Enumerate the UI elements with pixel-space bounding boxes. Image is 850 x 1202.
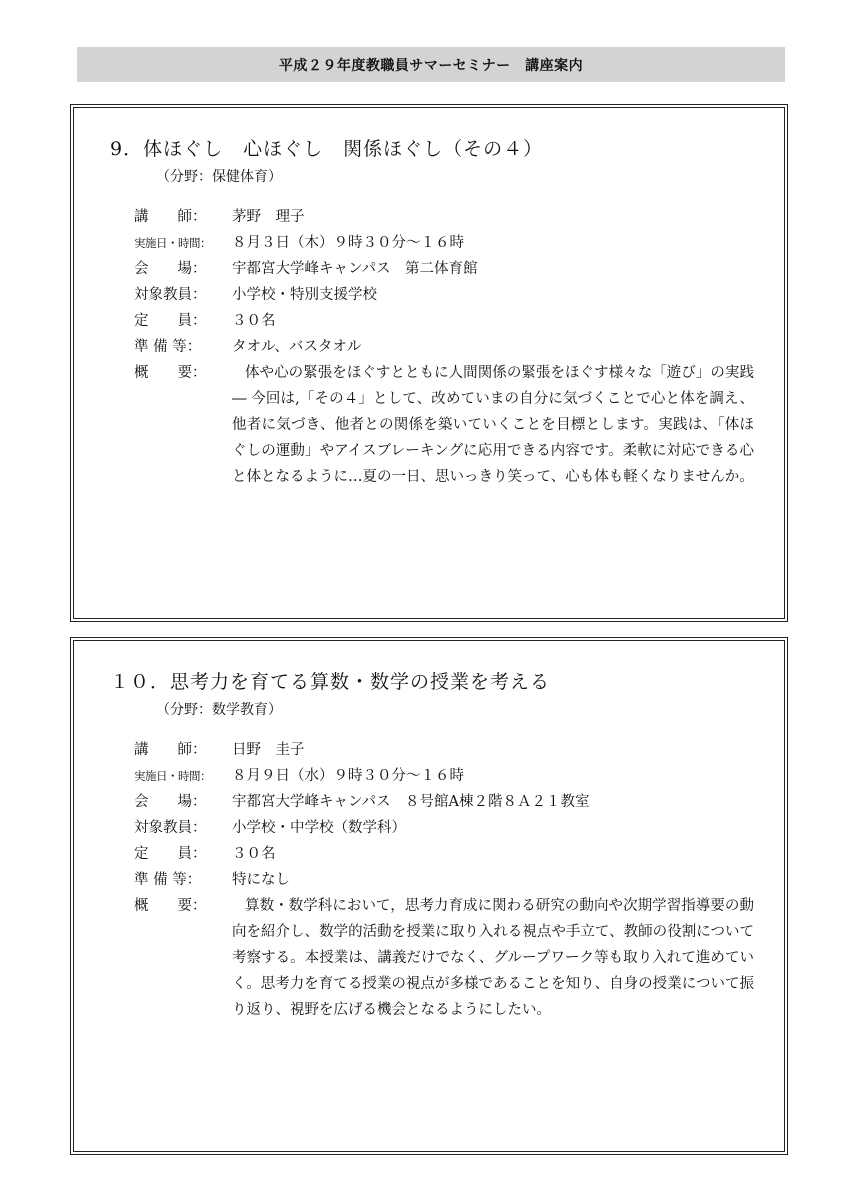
summary-row [134, 893, 754, 1023]
target-label: 対象教員： [134, 820, 207, 836]
capacity-row [134, 841, 754, 867]
course-title: １０．思考力を育てる算数・数学の授業を考える [110, 671, 551, 693]
datetime-value: ８月９日（水）９時３０分～１６時 [232, 768, 464, 784]
instructor-row [134, 737, 754, 763]
target-row [134, 815, 754, 841]
target-value: 小学校・中学校（数学科） [232, 820, 406, 836]
instructor-value: 茅野 理子 [232, 209, 305, 225]
venue-value: 宇都宮大学峰キャンパス 第二体育館 [232, 261, 478, 277]
page-header-bar [77, 47, 785, 82]
target-row [134, 282, 754, 308]
datetime-row [134, 230, 754, 256]
capacity-label: 定 員： [134, 313, 207, 329]
items-row [134, 334, 754, 360]
page-title: 平成２９年度教職員サマーセミナー 講座案内 [278, 57, 584, 74]
summary-text: 算数・数学科において，思考力育成に関わる研究の動向や次期学習指導要の動向を紹介し、数学的活動を授業に取り入れる視点や手立て、教師の役割について考察する。本授業は、講義だけでなく、グループワーク等も取り入れて進めていく。思考力を育てる授業の視点が多様であることを知り、自身の授業について振り返り、視野を広げる機会となるようにしたい。 [232, 898, 754, 1018]
instructor-label: 講 師： [134, 742, 207, 758]
summary-label: 概 要： [134, 898, 207, 914]
items-label: 準 備 等： [134, 339, 202, 355]
summary-text: 体や心の緊張をほぐすとともに人間関係の緊張をほぐす様々な「遊び」の実践 ― 今回は,「その４」として、改めていまの自分に気づくことで心と体を調え、他者に気づき、他者との関係を築いていくことを目標とします。実践は、「体ほぐしの運動」やアイスブレーキングに応用できる内容です。柔軟に対応できる心と体となるように…夏の一日、思いっきり笑って、心も体も軽くなりませんか。 [232, 365, 754, 485]
venue-value: 宇都宮大学峰キャンパス ８号館A棟２階８Ａ２１教室 [232, 794, 590, 810]
summary-row [134, 360, 754, 490]
target-label: 対象教員： [134, 287, 207, 303]
course-title: 9．体ほぐし 心ほぐし 関係ほぐし（その４） [110, 138, 544, 160]
items-label: 準 備 等： [134, 872, 202, 888]
items-row [134, 867, 754, 893]
course-field: （分野：数学教育） [156, 702, 282, 718]
target-value: 小学校・特別支援学校 [232, 287, 377, 303]
venue-row [134, 789, 754, 815]
datetime-label: 実施日・時間： [134, 236, 211, 250]
capacity-label: 定 員： [134, 846, 207, 862]
venue-label: 会 場： [134, 261, 207, 277]
summary-label: 概 要： [134, 365, 207, 381]
venue-label: 会 場： [134, 794, 207, 810]
instructor-row [134, 204, 754, 230]
instructor-value: 日野 圭子 [232, 742, 305, 758]
capacity-value: ３０名 [232, 313, 276, 329]
capacity-value: ３０名 [232, 846, 276, 862]
capacity-row [134, 308, 754, 334]
course-card-10 [70, 637, 788, 1155]
datetime-row [134, 763, 754, 789]
course-details [134, 737, 754, 1023]
course-card-9 [70, 104, 788, 622]
venue-row [134, 256, 754, 282]
instructor-label: 講 師： [134, 209, 207, 225]
datetime-label: 実施日・時間： [134, 769, 211, 783]
items-value: 特になし [232, 872, 290, 888]
datetime-value: ８月３日（木）９時３０分～１６時 [232, 235, 464, 251]
course-details [134, 204, 754, 490]
items-value: タオル、バスタオル [232, 339, 362, 355]
course-field: （分野：保健体育） [156, 169, 282, 185]
